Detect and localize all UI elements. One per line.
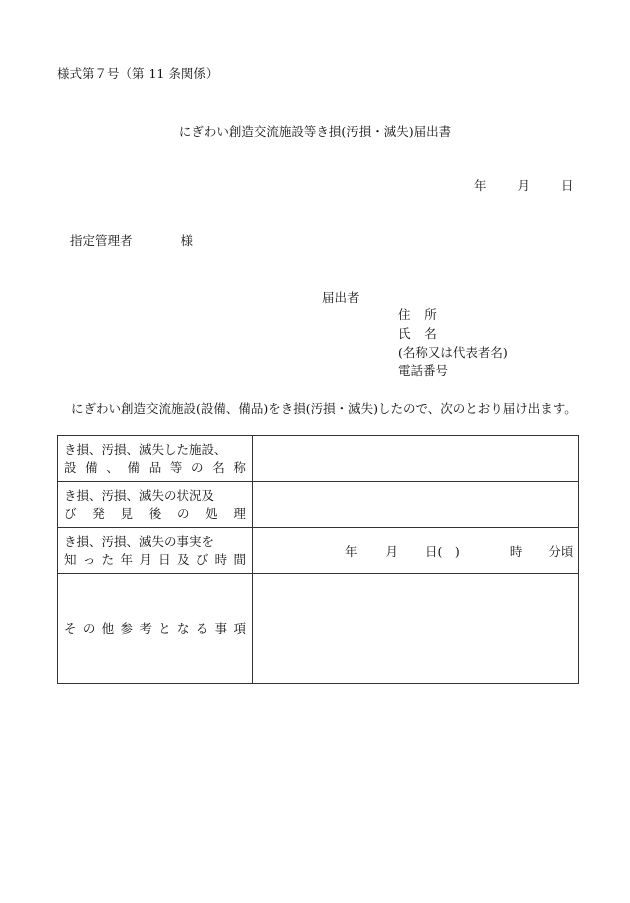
facility-name-value[interactable]	[253, 436, 579, 482]
facility-label-line2: 設 備 、 備 品 等 の 名 称	[64, 459, 246, 475]
statement-text: にぎわい創造交流施設(設備、備品)をき損(汚損・滅失)したので、次のとおり届け出ます。	[71, 401, 577, 416]
date-year: 年	[474, 178, 487, 193]
status-value[interactable]	[253, 482, 579, 528]
datetime-month: 月	[385, 543, 399, 559]
table-row-status	[58, 482, 579, 528]
applicant-label: 届出者	[322, 290, 360, 305]
datetime-fields	[253, 542, 578, 560]
datetime-weekday: ( )	[437, 543, 460, 559]
datetime-year: 年	[345, 543, 358, 559]
datetime-minute: 分頃	[548, 543, 574, 559]
facility-label-line1: き損、汚損、滅失した施設、	[64, 441, 227, 457]
datetime-value[interactable]	[253, 528, 579, 574]
date-line	[474, 178, 574, 193]
facility-name-label	[58, 436, 253, 482]
date-month: 月	[517, 178, 531, 193]
status-label-line1: き損、汚損、滅失の状況及	[64, 487, 215, 503]
form-number: 様式第７号（第 11 条関係）	[57, 66, 219, 81]
datetime-hour: 時	[509, 543, 523, 559]
table-row-datetime	[58, 528, 579, 574]
applicant-address-label: 住所	[398, 307, 451, 322]
datetime-label-line1: き損、汚損、滅失の事実を	[64, 533, 215, 549]
applicant-name-label: 氏名	[398, 326, 451, 341]
datetime-label-line2: 知 っ た 年 月 日 及 び 時 間	[64, 551, 246, 567]
remarks-value[interactable]	[253, 574, 579, 684]
report-table	[57, 435, 579, 684]
addressee-name: 指定管理者	[70, 233, 133, 248]
addressee-honorific: 様	[180, 233, 194, 248]
applicant-phone-label: 電話番号	[398, 363, 449, 378]
status-label-line2: び 発 見 後 の 処 理	[64, 505, 246, 521]
status-label	[58, 482, 253, 528]
addressee	[70, 233, 193, 248]
datetime-day: 日	[425, 543, 438, 559]
applicant-representative-note: (名称又は代表者名)	[398, 345, 508, 360]
document-title: にぎわい創造交流施設等き損(汚損・滅失)届出書	[178, 124, 452, 139]
date-day: 日	[561, 178, 574, 193]
table-row-facility	[58, 436, 579, 482]
table-row-remarks	[58, 574, 579, 684]
datetime-label	[58, 528, 253, 574]
remarks-label: そ の 他 参 考 と な る 事 項	[58, 574, 253, 684]
